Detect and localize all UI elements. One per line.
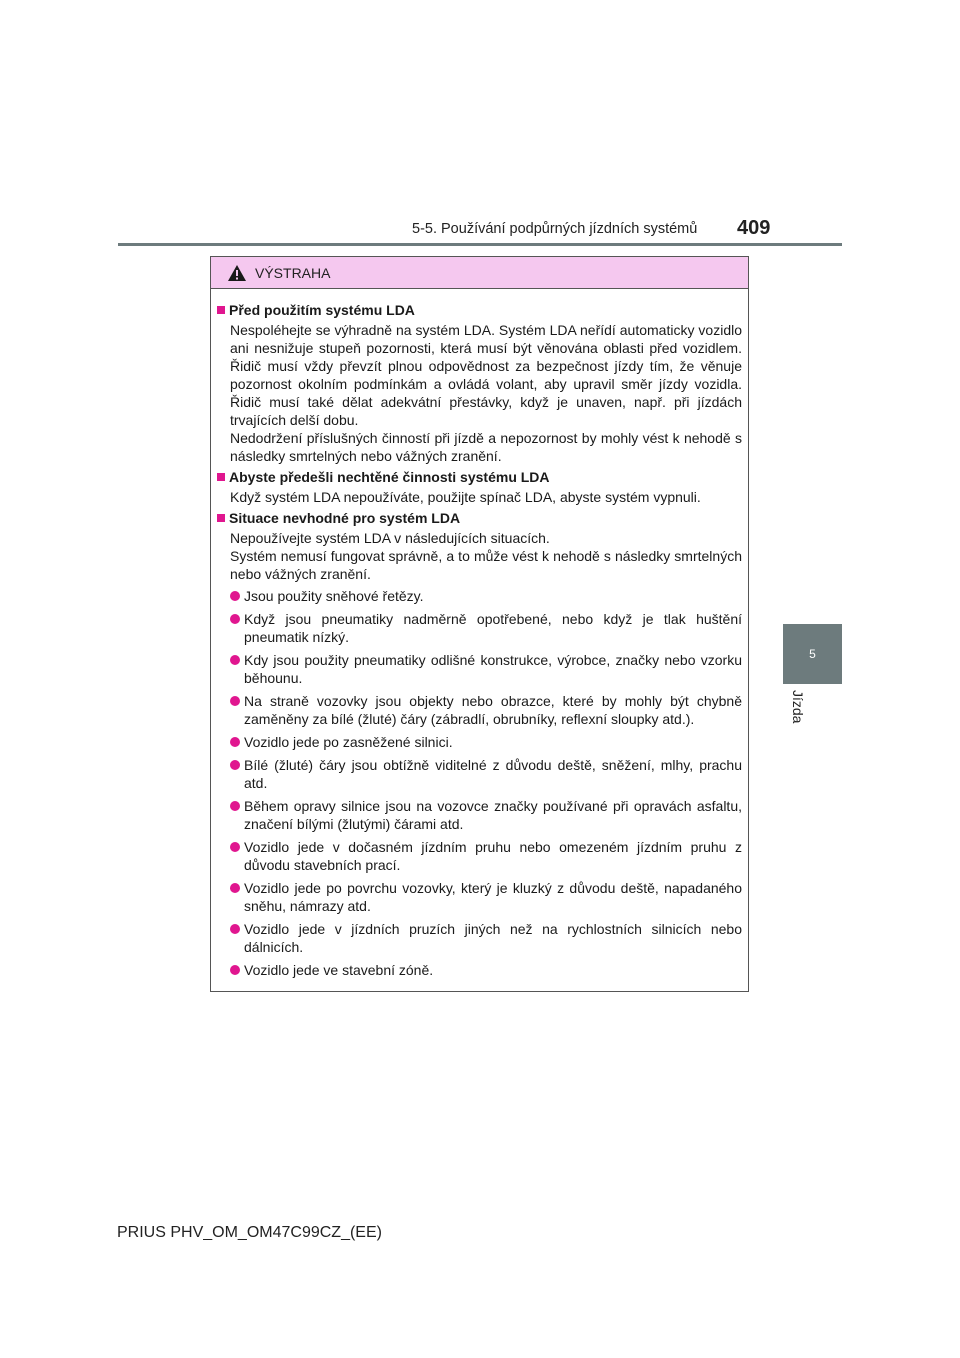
list-item: Vozidlo jede po zasněžené silnici. [230,733,742,751]
paragraph: Nespoléhejte se výhradně na systém LDA. Systém LDA neřídí automaticky vozidlo ani nesnižuje stupeň pozornosti, která musí být věnována oblasti před vozidlem. Řidič musí vždy převzít plnou odpovědnost za bezpečnost jízdy tím, že věnuje pozornost okolním podmínkám a ovládá volant, aby upravil směr jízdy vozidla. Řidič musí také dělat adekvátní přestávky, když je unaven, např. při jízdách trvajících delší dobu. [230,322,742,428]
paragraph: Nedodržení příslušných činností při jízdě a nepozornost by mohly vést k nehodě s následky smrtelných nebo vážných zranění. [230,430,742,464]
warning-title: VÝSTRAHA [255,264,331,281]
square-bullet-icon [217,514,225,522]
list-item: Na straně vozovky jsou objekty nebo obrazce, které by mohly být chybně zaměněny za bílé (žluté) čáry (zábradlí, obrubníky, reflexní sloupky atd.). [230,692,742,728]
list-item: Vozidlo jede v dočasném jízdním pruhu nebo omezeném jízdním pruhu z důvodu stavebních prací. [230,838,742,874]
bullet-dot-icon [230,801,240,811]
list-item: Vozidlo jede po povrchu vozovky, který je kluzký z důvodu deště, napadaného sněhu, námrazy atd. [230,879,742,915]
section-body [217,529,742,583]
list-item: Bílé (žluté) čáry jsou obtížně viditelné z důvodu deště, sněžení, mlhy, prachu atd. [230,756,742,792]
square-bullet-icon [217,306,225,314]
paragraph: Nepoužívejte systém LDA v následujících situacích. [230,530,550,546]
warning-triangle-icon [227,264,247,282]
bullet-dot-icon [230,883,240,893]
section-body [217,488,742,506]
bullet-dot-icon [230,965,240,975]
list-item: Vozidlo jede v jízdních pruzích jiných než na rychlostních silnicích nebo dálnicích. [230,920,742,956]
list-item: Jsou použity sněhové řetězy. [230,587,742,605]
chapter-number: 5 [809,647,816,661]
section-header: 5-5. Používání podpůrných jízdních systémů [412,221,698,237]
bullet-dot-icon [230,614,240,624]
bullet-dot-icon [230,842,240,852]
chapter-tab[interactable] [783,624,842,684]
paragraph: Systém nemusí fungovat správně, a to může vést k nehodě s následky smrtelných nebo vážných zranění. [230,548,742,582]
square-bullet-icon [217,473,225,481]
section-title: Abyste předešli nechtěné činnosti systému LDA [217,468,742,486]
warning-box [210,256,749,992]
bullet-dot-icon [230,924,240,934]
situation-list [217,587,742,979]
section-body [217,321,742,465]
section-title: Před použitím systému LDA [217,301,742,319]
warning-header [211,257,748,289]
list-item: Kdy jsou použity pneumatiky odlišné konstrukce, výrobce, značky nebo vzorku běhounu. [230,651,742,687]
paragraph: Když systém LDA nepoužíváte, použijte spínač LDA, abyste systém vypnuli. [230,489,701,505]
list-item: Během opravy silnice jsou na vozovce značky používané při opravách asfaltu, značení bílými (žlutými) čárami atd. [230,797,742,833]
document-code: PRIUS PHV_OM_OM47C99CZ_(EE) [117,1224,382,1241]
bullet-dot-icon [230,696,240,706]
list-item: Vozidlo jede ve stavební zóně. [230,961,742,979]
warning-content [211,289,748,979]
bullet-dot-icon [230,591,240,601]
section-title: Situace nevhodné pro systém LDA [217,509,742,527]
bullet-dot-icon [230,655,240,665]
page-number: 409 [737,217,771,239]
bullet-dot-icon [230,760,240,770]
list-item: Když jsou pneumatiky nadměrně opotřebené, nebo když je tlak huštění pneumatik nízký. [230,610,742,646]
chapter-label: Jízda [790,690,806,724]
header-divider [118,243,842,246]
bullet-dot-icon [230,737,240,747]
